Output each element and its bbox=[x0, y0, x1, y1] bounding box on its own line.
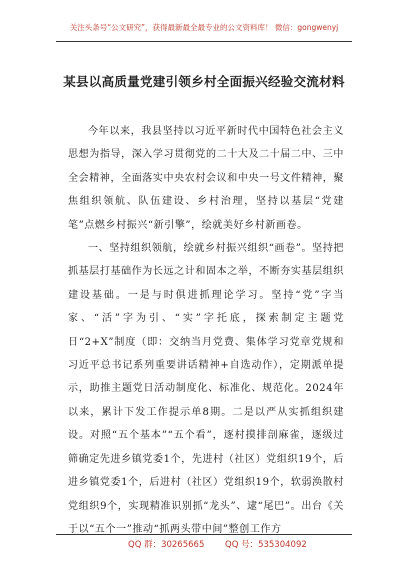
qq-account-number: QQ 号：535304092 bbox=[225, 540, 307, 550]
bottom-divider bbox=[56, 534, 352, 535]
paragraph-intro: 今年以来，我县坚持以习近平新时代中国特色社会主义思想为指导，深入学习贯彻党的二十大及二十届二中、三中全会精神，全面落实中央农村会议和中央一号文件精神，聚焦组织领航、队伍建设、乡村治理，坚持以基层“党建笔”点燃乡村振兴“新引擎”，绘就美好乡村新画卷。 bbox=[68, 126, 344, 231]
document-body bbox=[68, 120, 344, 541]
qq-group-number: QQ 群：30265665 bbox=[128, 540, 205, 550]
document-title: 某县以高质量党建引领乡村全面振兴经验交流材料 bbox=[63, 74, 345, 89]
paragraph-section-1: 一、坚持组织领航，绘就乡村振兴组织“画卷”。坚持把抓基层打基础作为长远之计和固本之举，不断夯实基层组织建设基础。一是与时俱进抓理论学习。坚持“党”字当家、“活”字为引、“实”字托底，探索制定主题党日“2+X”制度（即：交纳当月党费、集体学习党章党规和习近平总书记系列重要讲话精神+自选动作），定期派单提示，助推主题党日活动制度化、标准化、规范化。2024年以来，累计下发工作提示单8期。二是以严从实抓组织建设。对照“五个基本”“五个看”，逐村摸排剖麻雀，逐级过筛确定先进乡镇党委1个，先进村（社区）党组织19个，后进乡镇党委1个，后进村（社区）党组织19个，软弱涣散村党组织9个，实现精准识别抓“龙头”、逮“尾巴”。出台《关于以“五个一”推动“抓两头带中间”整创工作方 bbox=[68, 243, 344, 535]
source-banner: 关注头条号“公文研究”，获得最新最全最专业的公文资料库！ 微信：gongwenyj bbox=[69, 23, 339, 32]
top-divider bbox=[56, 41, 352, 42]
